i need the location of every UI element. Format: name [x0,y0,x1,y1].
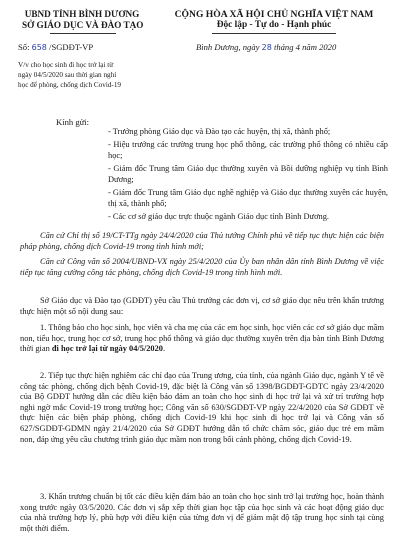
national-motto: Độc lập - Tự do - Hạnh phúc [216,20,332,30]
item-3-paragraph: 3. Khẩn trương chuẩn bị tốt các điều kiện đảm bảo an toàn cho học sinh trở lại trường học, hoàn thành xong trước ngày 03/5/2020. Các đơn vị sắp xếp thời gian học tập của học sinh và các hoạt động giáo dục của nhà trường hợp lý, phù hợp với điều kiện của từng đơn vị để giảm mật độ tập trung học sinh tại cùng một thời điểm. [20,492,384,533]
subject-line: V/v cho học sinh đi học trở lại từ [18,61,114,69]
document-number [18,42,93,52]
item-1-text: 1. Thông báo cho học sinh, học viên và cha mẹ của các em học sinh, học viên các cơ sở giáo dục mầm non, tiểu học, trung học cơ sở, trung học phổ thông và giáo dục thường xuyên trên địa bàn tỉnh Bình Dương thời gian [20,323,384,354]
item-2-paragraph: 2. Tiếp tục thực hiện nghiêm các chỉ đạo của Trung ương, của tỉnh, của ngành Giáo dục, ngành Y tế về công tác phòng, chống dịch bệnh Covid-19, đặc biệt là Công văn số 1398/BGDĐT-GDTC ngày 23/4/2020 của Bộ GDĐT hướng dẫn các điều kiện bảo đảm an toàn cho học sinh đi học trở lại và xử trí trường hợp nghi ngờ mắc Covid-19 trong trường học; Công văn số 630/SGDĐT-VP ngày 22/4/2020 của Sở GDĐT về thực hiện các biện pháp phòng, chống dịch Covid-19 khi học sinh đi học trở lại và Công văn số 627/SGDĐT-GDMN ngày 21/4/2020 của Sở GDĐT hướng dẫn tổ chức chăm sóc, giáo dục trẻ em mầm non, đáp ứng yêu cầu chương trình giáo dục mầm non trong bối cảnh phòng, chống dịch Covid-19. [20,371,384,444]
document-date [196,42,336,52]
org-name-province: UBND TỈNH BÌNH DƯƠNG [24,9,140,19]
number-suffix: /SGDĐT-VP [46,42,94,52]
item-1-highlight: đi học trở lại từ ngày 04/5/2020 [51,344,163,354]
recipient-item: - Trưởng phòng Giáo dục và Đào tạo các huyện, thị xã, thành phố; [108,127,331,136]
national-title: CỘNG HÒA XÃ HỘI CHỦ NGHĨA VIỆT NAM [174,9,374,20]
item-1-end: . [163,344,166,354]
number-prefix: Số: [18,42,32,52]
org-underline [50,33,116,34]
recipient-item: - Giám đốc Trung tâm Giáo dục nghề nghiệp và Giáo dục thường xuyên các huyện, thị xã, thành phố; [108,188,388,208]
recipient-item: - Hiệu trưởng các trường trung học phổ thông, các trường phổ thông có nhiều cấp học; [108,140,388,160]
motto-underline [212,33,336,34]
date-prefix: Bình Dương, ngày [196,42,262,52]
recipient-item: - Các cơ sở giáo dục trực thuộc ngành Giáo dục tỉnh Bình Dương. [108,212,329,221]
legal-basis-2: Căn cứ Công văn số 2004/UBND-VX ngày 25/4/2020 của Ủy ban nhân dân tỉnh Bình Dương về việc tiếp tục tăng cường công tác phòng, chống dịch Covid-19 trong tình hình mới. [20,257,384,277]
item-1-paragraph [20,323,384,355]
date-day-handwritten: 28 [261,43,272,52]
recipients-label: Kính gửi: [56,117,90,127]
intro-paragraph: Sở Giáo dục và Đào tạo (GDĐT) yêu cầu Thủ trưởng các đơn vị, cơ sở giáo dục nêu trên khẩn trương thực hiện một số nội dung sau: [20,296,384,316]
number-value-handwritten: 658 [31,43,47,52]
document-subject [18,60,121,90]
recipient-item: - Giám đốc Trung tâm Giáo dục thường xuyên và Bồi dưỡng nghiệp vụ tỉnh Bình Dương; [108,164,388,184]
subject-line: học để phòng, chống dịch Covid-19 [18,81,122,89]
org-name-department: SỞ GIÁO DỤC VÀ ĐÀO TẠO [22,20,144,30]
subject-line: ngày 04/5/2020 sau thời gian nghỉ [18,71,117,79]
date-suffix: tháng 4 năm 2020 [271,42,337,52]
legal-basis-1: Căn cứ Chỉ thị số 19/CT-TTg ngày 24/4/2020 của Thủ tướng Chính phủ về tiếp tục thực hiện các biện pháp phòng, chống dịch Covid-19 trong tình hình mới; [20,231,384,251]
